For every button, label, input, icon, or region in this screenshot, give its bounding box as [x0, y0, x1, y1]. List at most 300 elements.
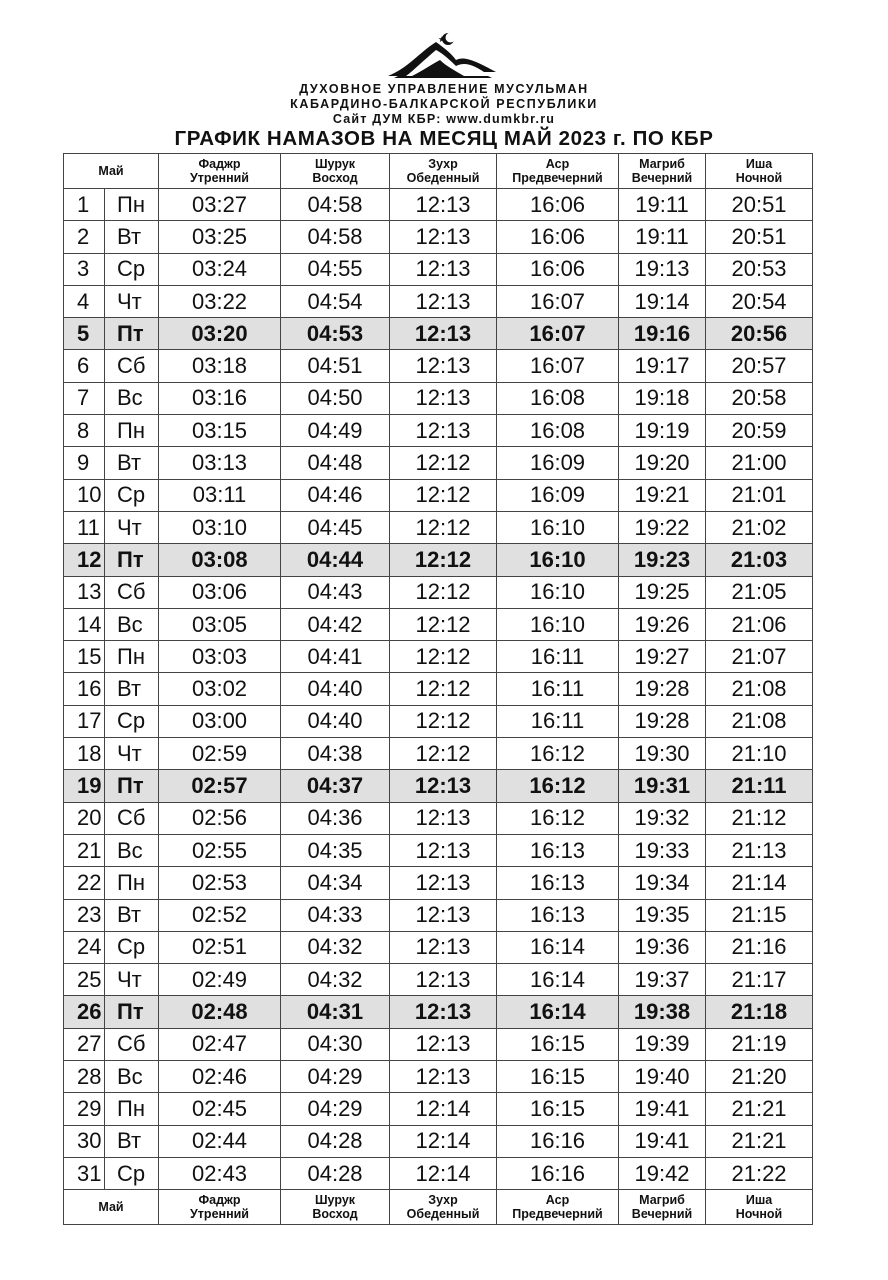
- fajr-time: 03:13: [159, 447, 281, 479]
- fajr-time: 02:55: [159, 834, 281, 866]
- isha-time: 20:54: [706, 285, 813, 317]
- weekday-cell: Вт: [105, 1125, 159, 1157]
- table-body: [64, 189, 813, 1190]
- asr-time: 16:06: [497, 253, 619, 285]
- shuruk-time: 04:38: [281, 738, 390, 770]
- header-fajr: Фаджр Утренний: [159, 154, 281, 189]
- maghrib-time: 19:13: [619, 253, 706, 285]
- fajr-time: 03:15: [159, 415, 281, 447]
- weekday-cell: Чт: [105, 285, 159, 317]
- shuruk-time: 04:29: [281, 1093, 390, 1125]
- asr-time: 16:15: [497, 1093, 619, 1125]
- zuhr-time: 12:12: [390, 447, 497, 479]
- isha-time: 21:12: [706, 802, 813, 834]
- day-cell: 11: [64, 511, 105, 543]
- zuhr-time: 12:13: [390, 350, 497, 382]
- zuhr-time: 12:12: [390, 544, 497, 576]
- weekday-cell: Ср: [105, 479, 159, 511]
- isha-time: 20:59: [706, 415, 813, 447]
- table-row: [64, 350, 813, 382]
- isha-time: 21:11: [706, 770, 813, 802]
- weekday-cell: Вс: [105, 1061, 159, 1093]
- page-title: ГРАФИК НАМАЗОВ НА МЕСЯЦ МАЙ 2023 г. ПО КБР: [174, 127, 714, 150]
- isha-time: 20:57: [706, 350, 813, 382]
- asr-time: 16:06: [497, 189, 619, 221]
- table-row: [64, 382, 813, 414]
- asr-time: 16:11: [497, 673, 619, 705]
- weekday-cell: Пн: [105, 641, 159, 673]
- maghrib-time: 19:37: [619, 964, 706, 996]
- shuruk-time: 04:45: [281, 511, 390, 543]
- table-row-friday: [64, 544, 813, 576]
- asr-time: 16:16: [497, 1157, 619, 1189]
- table-row-friday: [64, 770, 813, 802]
- shuruk-time: 04:33: [281, 899, 390, 931]
- mountain-crescent-logo-icon: [384, 30, 500, 82]
- isha-time: 21:08: [706, 673, 813, 705]
- day-cell: 18: [64, 738, 105, 770]
- table-header: [64, 154, 813, 189]
- asr-time: 16:07: [497, 318, 619, 350]
- maghrib-time: 19:18: [619, 382, 706, 414]
- weekday-cell: Вт: [105, 899, 159, 931]
- maghrib-time: 19:28: [619, 705, 706, 737]
- shuruk-time: 04:43: [281, 576, 390, 608]
- weekday-cell: Ср: [105, 705, 159, 737]
- shuruk-time: 04:29: [281, 1061, 390, 1093]
- shuruk-time: 04:31: [281, 996, 390, 1028]
- shuruk-time: 04:40: [281, 673, 390, 705]
- isha-time: 21:14: [706, 867, 813, 899]
- zuhr-time: 12:14: [390, 1157, 497, 1189]
- zuhr-time: 12:14: [390, 1125, 497, 1157]
- table-footer: [64, 1190, 813, 1225]
- organization-name-line2: КАБАРДИНО-БАЛКАРСКОЙ РЕСПУБЛИКИ: [290, 97, 598, 111]
- asr-time: 16:10: [497, 511, 619, 543]
- fajr-time: 02:44: [159, 1125, 281, 1157]
- day-cell: 3: [64, 253, 105, 285]
- table-row: [64, 705, 813, 737]
- asr-time: 16:09: [497, 447, 619, 479]
- asr-time: 16:10: [497, 608, 619, 640]
- isha-time: 21:22: [706, 1157, 813, 1189]
- weekday-cell: Вс: [105, 382, 159, 414]
- zuhr-time: 12:14: [390, 1093, 497, 1125]
- footer-maghrib: Магриб Вечерний: [619, 1190, 706, 1225]
- day-cell: 7: [64, 382, 105, 414]
- asr-time: 16:15: [497, 1061, 619, 1093]
- table-row: [64, 189, 813, 221]
- weekday-cell: Пн: [105, 189, 159, 221]
- fajr-time: 03:16: [159, 382, 281, 414]
- table-row: [64, 1125, 813, 1157]
- asr-time: 16:12: [497, 770, 619, 802]
- isha-time: 21:10: [706, 738, 813, 770]
- table-row-friday: [64, 996, 813, 1028]
- maghrib-time: 19:38: [619, 996, 706, 1028]
- weekday-cell: Вс: [105, 834, 159, 866]
- maghrib-time: 19:23: [619, 544, 706, 576]
- table-row: [64, 802, 813, 834]
- weekday-cell: Чт: [105, 964, 159, 996]
- table-row: [64, 834, 813, 866]
- table-row: [64, 1157, 813, 1189]
- zuhr-time: 12:12: [390, 479, 497, 511]
- zuhr-time: 12:13: [390, 770, 497, 802]
- table-row: [64, 867, 813, 899]
- weekday-cell: Сб: [105, 1028, 159, 1060]
- shuruk-time: 04:53: [281, 318, 390, 350]
- maghrib-time: 19:19: [619, 415, 706, 447]
- zuhr-time: 12:13: [390, 318, 497, 350]
- weekday-cell: Пн: [105, 415, 159, 447]
- table-row: [64, 285, 813, 317]
- maghrib-time: 19:40: [619, 1061, 706, 1093]
- asr-time: 16:09: [497, 479, 619, 511]
- zuhr-time: 12:13: [390, 834, 497, 866]
- zuhr-time: 12:13: [390, 221, 497, 253]
- shuruk-time: 04:58: [281, 189, 390, 221]
- asr-time: 16:11: [497, 641, 619, 673]
- table-row: [64, 738, 813, 770]
- asr-time: 16:07: [497, 285, 619, 317]
- shuruk-time: 04:55: [281, 253, 390, 285]
- asr-time: 16:13: [497, 867, 619, 899]
- fajr-time: 03:08: [159, 544, 281, 576]
- day-cell: 25: [64, 964, 105, 996]
- day-cell: 9: [64, 447, 105, 479]
- shuruk-time: 04:50: [281, 382, 390, 414]
- weekday-cell: Ср: [105, 931, 159, 963]
- asr-time: 16:08: [497, 415, 619, 447]
- maghrib-time: 19:30: [619, 738, 706, 770]
- shuruk-time: 04:51: [281, 350, 390, 382]
- shuruk-time: 04:41: [281, 641, 390, 673]
- day-cell: 6: [64, 350, 105, 382]
- table-row: [64, 931, 813, 963]
- asr-time: 16:11: [497, 705, 619, 737]
- fajr-time: 02:56: [159, 802, 281, 834]
- fajr-time: 03:18: [159, 350, 281, 382]
- maghrib-time: 19:22: [619, 511, 706, 543]
- prayer-times-table: [63, 153, 813, 1225]
- maghrib-time: 19:21: [619, 479, 706, 511]
- maghrib-time: 19:34: [619, 867, 706, 899]
- day-cell: 23: [64, 899, 105, 931]
- shuruk-time: 04:30: [281, 1028, 390, 1060]
- day-cell: 12: [64, 544, 105, 576]
- weekday-cell: Пн: [105, 867, 159, 899]
- maghrib-time: 19:14: [619, 285, 706, 317]
- isha-time: 21:06: [706, 608, 813, 640]
- table-row: [64, 964, 813, 996]
- isha-time: 21:20: [706, 1061, 813, 1093]
- zuhr-time: 12:12: [390, 738, 497, 770]
- day-cell: 26: [64, 996, 105, 1028]
- isha-time: 21:02: [706, 511, 813, 543]
- footer-asr: Аср Предвечерний: [497, 1190, 619, 1225]
- weekday-cell: Ср: [105, 253, 159, 285]
- isha-time: 21:18: [706, 996, 813, 1028]
- isha-time: 21:03: [706, 544, 813, 576]
- day-cell: 27: [64, 1028, 105, 1060]
- zuhr-time: 12:13: [390, 1028, 497, 1060]
- zuhr-time: 12:12: [390, 608, 497, 640]
- maghrib-time: 19:26: [619, 608, 706, 640]
- day-cell: 21: [64, 834, 105, 866]
- fajr-time: 03:24: [159, 253, 281, 285]
- day-cell: 15: [64, 641, 105, 673]
- organization-website: Сайт ДУМ КБР: www.dumkbr.ru: [332, 112, 556, 126]
- footer-fajr: Фаджр Утренний: [159, 1190, 281, 1225]
- isha-time: 21:08: [706, 705, 813, 737]
- fajr-time: 02:48: [159, 996, 281, 1028]
- isha-time: 21:01: [706, 479, 813, 511]
- weekday-cell: Пт: [105, 770, 159, 802]
- day-cell: 10: [64, 479, 105, 511]
- shuruk-time: 04:32: [281, 931, 390, 963]
- day-cell: 4: [64, 285, 105, 317]
- weekday-cell: Вт: [105, 221, 159, 253]
- shuruk-time: 04:28: [281, 1157, 390, 1189]
- day-cell: 30: [64, 1125, 105, 1157]
- zuhr-time: 12:13: [390, 415, 497, 447]
- isha-time: 21:17: [706, 964, 813, 996]
- day-cell: 20: [64, 802, 105, 834]
- asr-time: 16:10: [497, 576, 619, 608]
- table-row: [64, 576, 813, 608]
- weekday-cell: Ср: [105, 1157, 159, 1189]
- maghrib-time: 19:36: [619, 931, 706, 963]
- fajr-time: 03:05: [159, 608, 281, 640]
- fajr-time: 03:00: [159, 705, 281, 737]
- maghrib-time: 19:27: [619, 641, 706, 673]
- zuhr-time: 12:13: [390, 996, 497, 1028]
- zuhr-time: 12:13: [390, 1061, 497, 1093]
- day-cell: 29: [64, 1093, 105, 1125]
- zuhr-time: 12:13: [390, 382, 497, 414]
- zuhr-time: 12:12: [390, 705, 497, 737]
- fajr-time: 02:59: [159, 738, 281, 770]
- table-row: [64, 899, 813, 931]
- isha-time: 21:19: [706, 1028, 813, 1060]
- table-row: [64, 641, 813, 673]
- isha-time: 21:15: [706, 899, 813, 931]
- asr-time: 16:14: [497, 931, 619, 963]
- maghrib-time: 19:32: [619, 802, 706, 834]
- fajr-time: 03:20: [159, 318, 281, 350]
- day-cell: 5: [64, 318, 105, 350]
- day-cell: 31: [64, 1157, 105, 1189]
- fajr-time: 03:03: [159, 641, 281, 673]
- isha-time: 21:00: [706, 447, 813, 479]
- table-row: [64, 1093, 813, 1125]
- shuruk-time: 04:54: [281, 285, 390, 317]
- maghrib-time: 19:41: [619, 1093, 706, 1125]
- asr-time: 16:10: [497, 544, 619, 576]
- day-cell: 1: [64, 189, 105, 221]
- asr-time: 16:12: [497, 802, 619, 834]
- isha-time: 21:16: [706, 931, 813, 963]
- fajr-time: 02:51: [159, 931, 281, 963]
- isha-time: 20:51: [706, 221, 813, 253]
- maghrib-time: 19:11: [619, 189, 706, 221]
- weekday-cell: Чт: [105, 738, 159, 770]
- isha-time: 20:58: [706, 382, 813, 414]
- shuruk-time: 04:40: [281, 705, 390, 737]
- asr-time: 16:14: [497, 996, 619, 1028]
- footer-shuruk: Шурук Восход: [281, 1190, 390, 1225]
- header-maghrib: Магриб Вечерний: [619, 154, 706, 189]
- weekday-cell: Сб: [105, 350, 159, 382]
- day-cell: 17: [64, 705, 105, 737]
- shuruk-time: 04:49: [281, 415, 390, 447]
- fajr-time: 03:10: [159, 511, 281, 543]
- isha-time: 21:21: [706, 1093, 813, 1125]
- fajr-time: 02:47: [159, 1028, 281, 1060]
- weekday-cell: Пн: [105, 1093, 159, 1125]
- table-row: [64, 511, 813, 543]
- table-row: [64, 447, 813, 479]
- footer-zuhr: Зухр Обеденный: [390, 1190, 497, 1225]
- weekday-cell: Пт: [105, 544, 159, 576]
- day-cell: 2: [64, 221, 105, 253]
- maghrib-time: 19:33: [619, 834, 706, 866]
- asr-time: 16:15: [497, 1028, 619, 1060]
- zuhr-time: 12:13: [390, 285, 497, 317]
- day-cell: 19: [64, 770, 105, 802]
- day-cell: 8: [64, 415, 105, 447]
- asr-time: 16:16: [497, 1125, 619, 1157]
- asr-time: 16:13: [497, 899, 619, 931]
- zuhr-time: 12:13: [390, 964, 497, 996]
- table-row: [64, 479, 813, 511]
- weekday-cell: Вт: [105, 447, 159, 479]
- table-row: [64, 415, 813, 447]
- zuhr-time: 12:13: [390, 899, 497, 931]
- maghrib-time: 19:31: [619, 770, 706, 802]
- isha-time: 20:53: [706, 253, 813, 285]
- shuruk-time: 04:46: [281, 479, 390, 511]
- maghrib-time: 19:11: [619, 221, 706, 253]
- weekday-cell: Сб: [105, 576, 159, 608]
- shuruk-time: 04:32: [281, 964, 390, 996]
- fajr-time: 02:57: [159, 770, 281, 802]
- day-cell: 14: [64, 608, 105, 640]
- fajr-time: 02:43: [159, 1157, 281, 1189]
- isha-time: 20:51: [706, 189, 813, 221]
- isha-time: 21:13: [706, 834, 813, 866]
- footer-isha: Иша Ночной: [706, 1190, 813, 1225]
- shuruk-time: 04:44: [281, 544, 390, 576]
- isha-time: 21:05: [706, 576, 813, 608]
- weekday-cell: Пт: [105, 996, 159, 1028]
- fajr-time: 03:22: [159, 285, 281, 317]
- zuhr-time: 12:12: [390, 511, 497, 543]
- organization-name-line1: ДУХОВНОЕ УПРАВЛЕНИЕ МУСУЛЬМАН: [299, 82, 589, 96]
- zuhr-time: 12:13: [390, 189, 497, 221]
- shuruk-time: 04:37: [281, 770, 390, 802]
- zuhr-time: 12:13: [390, 253, 497, 285]
- shuruk-time: 04:48: [281, 447, 390, 479]
- footer-month: Май: [64, 1190, 159, 1225]
- day-cell: 22: [64, 867, 105, 899]
- fajr-time: 02:52: [159, 899, 281, 931]
- table-row: [64, 1028, 813, 1060]
- fajr-time: 02:53: [159, 867, 281, 899]
- fajr-time: 03:06: [159, 576, 281, 608]
- fajr-time: 03:27: [159, 189, 281, 221]
- header-shuruk: Шурук Восход: [281, 154, 390, 189]
- asr-time: 16:12: [497, 738, 619, 770]
- table-row: [64, 253, 813, 285]
- zuhr-time: 12:13: [390, 931, 497, 963]
- shuruk-time: 04:36: [281, 802, 390, 834]
- zuhr-time: 12:13: [390, 867, 497, 899]
- maghrib-time: 19:25: [619, 576, 706, 608]
- isha-time: 21:21: [706, 1125, 813, 1157]
- day-cell: 16: [64, 673, 105, 705]
- isha-time: 21:07: [706, 641, 813, 673]
- zuhr-time: 12:12: [390, 576, 497, 608]
- fajr-time: 03:11: [159, 479, 281, 511]
- zuhr-time: 12:12: [390, 673, 497, 705]
- zuhr-time: 12:12: [390, 641, 497, 673]
- fajr-time: 02:49: [159, 964, 281, 996]
- maghrib-time: 19:42: [619, 1157, 706, 1189]
- maghrib-time: 19:28: [619, 673, 706, 705]
- table-row: [64, 673, 813, 705]
- maghrib-time: 19:35: [619, 899, 706, 931]
- shuruk-time: 04:42: [281, 608, 390, 640]
- fajr-time: 03:25: [159, 221, 281, 253]
- weekday-cell: Вс: [105, 608, 159, 640]
- header-isha: Иша Ночной: [706, 154, 813, 189]
- table-row-friday: [64, 318, 813, 350]
- table-row: [64, 221, 813, 253]
- fajr-time: 02:46: [159, 1061, 281, 1093]
- day-cell: 24: [64, 931, 105, 963]
- asr-time: 16:14: [497, 964, 619, 996]
- asr-time: 16:13: [497, 834, 619, 866]
- shuruk-time: 04:34: [281, 867, 390, 899]
- weekday-cell: Сб: [105, 802, 159, 834]
- shuruk-time: 04:58: [281, 221, 390, 253]
- asr-time: 16:06: [497, 221, 619, 253]
- table-row: [64, 608, 813, 640]
- asr-time: 16:08: [497, 382, 619, 414]
- shuruk-time: 04:35: [281, 834, 390, 866]
- day-cell: 28: [64, 1061, 105, 1093]
- header-asr: Аср Предвечерний: [497, 154, 619, 189]
- asr-time: 16:07: [497, 350, 619, 382]
- header-month: Май: [64, 154, 159, 189]
- maghrib-time: 19:41: [619, 1125, 706, 1157]
- fajr-time: 03:02: [159, 673, 281, 705]
- header-zuhr: Зухр Обеденный: [390, 154, 497, 189]
- weekday-cell: Пт: [105, 318, 159, 350]
- table-row: [64, 1061, 813, 1093]
- zuhr-time: 12:13: [390, 802, 497, 834]
- maghrib-time: 19:16: [619, 318, 706, 350]
- maghrib-time: 19:39: [619, 1028, 706, 1060]
- weekday-cell: Вт: [105, 673, 159, 705]
- day-cell: 13: [64, 576, 105, 608]
- maghrib-time: 19:20: [619, 447, 706, 479]
- fajr-time: 02:45: [159, 1093, 281, 1125]
- isha-time: 20:56: [706, 318, 813, 350]
- weekday-cell: Чт: [105, 511, 159, 543]
